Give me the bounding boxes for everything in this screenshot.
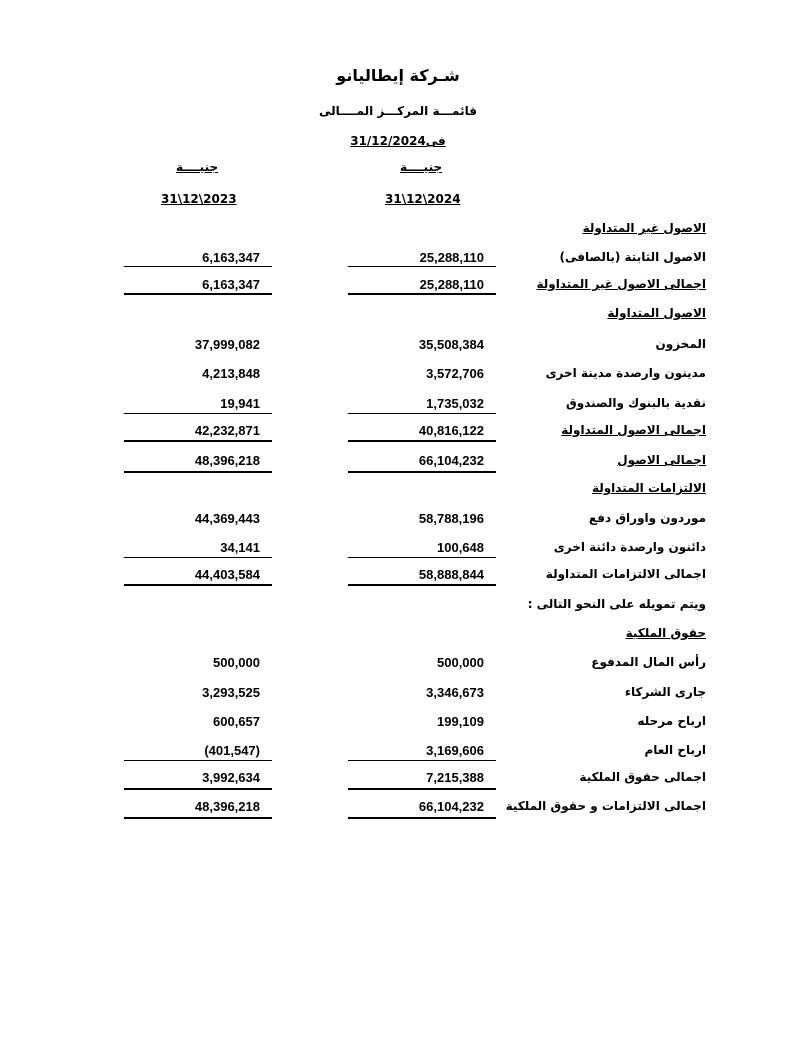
row-label-grand-total: اجمالى الالتزامات و حقوق الملكية — [505, 799, 706, 813]
value-2024: 66,104,232 — [418, 453, 484, 468]
divider — [348, 471, 496, 473]
section-noncurrent-assets: الاصول غير المتداولة — [582, 221, 706, 235]
value-2023: 6,163,347 — [202, 250, 260, 265]
row-label-total: اجمالى الاصول — [617, 453, 706, 467]
value-2024: 3,572,706 — [426, 366, 484, 381]
divider — [124, 788, 272, 790]
section-current-assets: الاصول المتداولة — [607, 306, 706, 320]
statement-date — [0, 134, 796, 148]
value-2023: 6,163,347 — [202, 277, 260, 292]
row-label: جارى الشركاء — [624, 685, 706, 699]
divider — [348, 293, 496, 295]
currency-2024: جنيــــة — [400, 160, 443, 174]
value-2024: 199,109 — [437, 714, 484, 729]
value-2023: 600,657 — [213, 714, 260, 729]
value-2023: 4,213,848 — [202, 366, 260, 381]
divider — [348, 557, 496, 558]
value-2023: 44,369,443 — [194, 511, 260, 526]
value-2024: 25,288,110 — [419, 250, 484, 265]
value-2023: 48,396,218 — [194, 453, 260, 468]
financing-note: ويتم تمويله على النحو التالى : — [527, 597, 706, 611]
row-label: نقدية بالبنوك والصندوق — [566, 396, 706, 410]
divider — [348, 584, 496, 586]
value-2023: 42,232,871 — [194, 423, 260, 438]
value-2024: 40,816,122 — [418, 423, 484, 438]
divider — [124, 471, 272, 473]
value-2024: 35,508,384 — [418, 337, 484, 352]
statement-date-text: فى31/12/2024 — [350, 134, 446, 148]
divider — [348, 817, 496, 819]
value-2024: 25,288,110 — [419, 277, 484, 292]
divider — [348, 788, 496, 790]
statement-title: قائمـــة المركـــز المــــالى — [319, 104, 477, 118]
column-date-2023: 31\12\2023 — [161, 192, 237, 206]
value-2023: 500,000 — [213, 655, 260, 670]
divider — [124, 293, 272, 295]
row-label: المخزون — [655, 337, 706, 351]
row-label: مدينون وارصدة مدينة اخرى — [545, 366, 706, 380]
row-label: دائنون وارصدة دائنة اخرى — [553, 540, 706, 554]
value-2023: 44,403,584 — [194, 567, 260, 582]
divider — [124, 817, 272, 819]
value-2024: 58,888,844 — [418, 567, 484, 582]
value-2023: 3,293,525 — [202, 685, 260, 700]
value-2023: 48,396,218 — [194, 799, 260, 814]
value-2024: 58,788,196 — [418, 511, 484, 526]
section-current-liabilities: الالتزامات المتداولة — [591, 481, 706, 495]
value-2023: 34,141 — [220, 540, 260, 555]
currency-2023: جنيــــة — [176, 160, 219, 174]
row-label: موردون واوراق دفع — [588, 511, 706, 525]
divider — [348, 413, 496, 414]
row-label-total: اجمالى الاصول المتداولة — [561, 423, 706, 437]
value-2023: 3,992,634 — [202, 770, 260, 785]
divider — [348, 440, 496, 442]
divider — [124, 584, 272, 586]
value-2024: 3,346,673 — [426, 685, 484, 700]
value-2023: 19,941 — [220, 396, 260, 411]
divider — [348, 266, 496, 267]
divider — [124, 557, 272, 558]
row-label: ارباح العام — [644, 743, 706, 757]
value-2024: 1,735,032 — [426, 396, 484, 411]
row-label-total: اجمالى الالتزامات المتداولة — [545, 567, 706, 581]
row-label-total: اجمالى الاصول غير المتداولة — [536, 277, 706, 291]
row-label: ارباح مرحله — [637, 714, 706, 728]
value-2023: 37,999,082 — [194, 337, 260, 352]
value-2023: (401,547) — [204, 743, 260, 758]
row-label-total: اجمالى حقوق الملكية — [579, 770, 706, 784]
divider — [124, 266, 272, 267]
row-label: الاصول الثابتة (بالصافى) — [559, 250, 706, 264]
value-2024: 100,648 — [437, 540, 484, 555]
value-2024: 7,215,388 — [426, 770, 484, 785]
row-label: رأس المال المدفوع — [591, 655, 706, 669]
value-2024: 500,000 — [437, 655, 484, 670]
divider — [124, 440, 272, 442]
value-2024: 66,104,232 — [418, 799, 484, 814]
company-name: شـركة إيطاليانو — [336, 66, 460, 85]
divider — [124, 760, 272, 761]
section-equity: حقوق الملكية — [625, 626, 706, 640]
value-2024: 3,169,606 — [426, 743, 484, 758]
column-date-2024: 31\12\2024 — [385, 192, 461, 206]
divider — [124, 413, 272, 414]
divider — [348, 760, 496, 761]
